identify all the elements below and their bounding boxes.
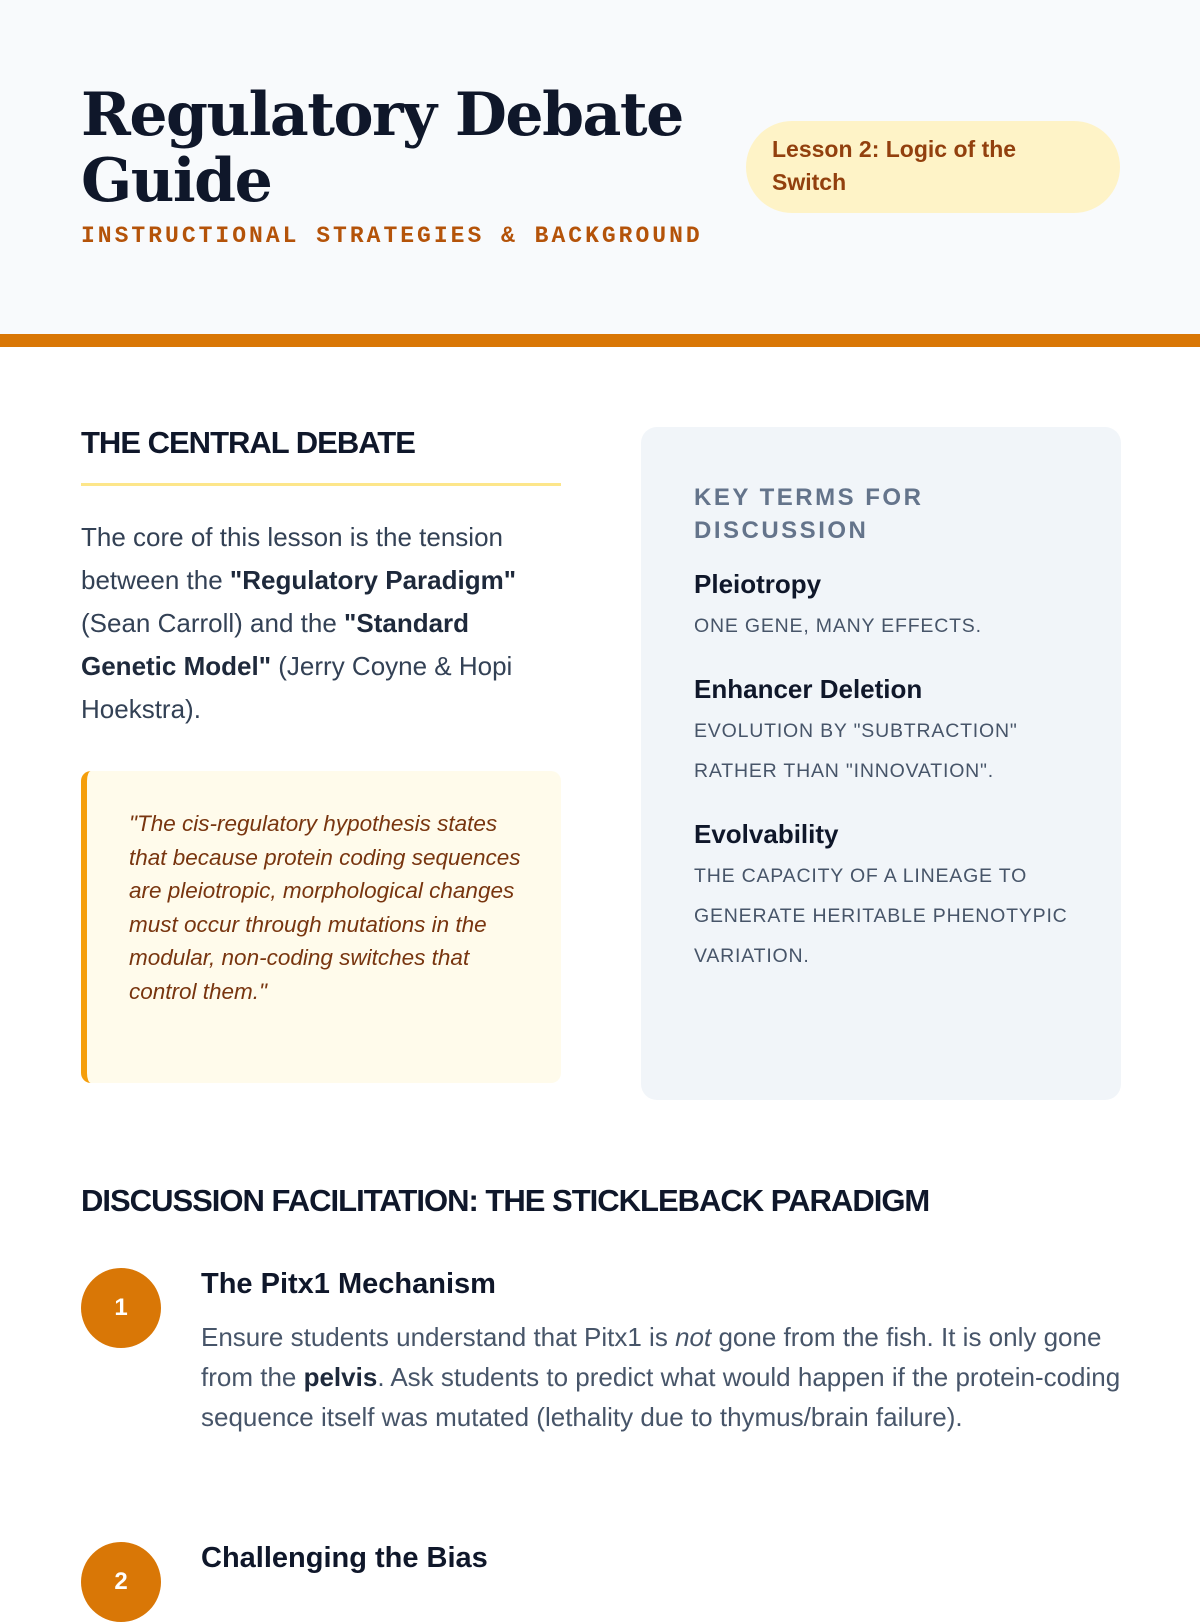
page-title: Regulatory Debate Guide [81, 80, 683, 216]
page-header [0, 0, 1200, 347]
step-text-part: gone from the fish. It is only gone from the [201, 1322, 1102, 1392]
step-title: The Pitx1 Mechanism [201, 1268, 496, 1300]
step-text-bold: pelvis [303, 1362, 378, 1392]
page-subtitle: INSTRUCTIONAL STRATEGIES & BACKGROUND [81, 223, 703, 249]
intro-text: (Jerry Coyne & Hopi Hoekstra). [81, 651, 513, 724]
hypothesis-quote: "The cis-regulatory hypothesis states that because protein coding sequences are pleiotropic, morphological changes must occur through mutations in the modular, non-coding switches that control them." [81, 771, 561, 1083]
central-debate-intro [81, 516, 561, 731]
term-definition: THE CAPACITY OF A LINEAGE TO GENERATE HERITABLE PHENOTYPIC VARIATION. [694, 865, 1068, 967]
discussion-heading: DISCUSSION FACILITATION: THE STICKLEBACK PARADIGM [81, 1183, 930, 1218]
step-number-badge: 1 [81, 1268, 161, 1348]
term-name: Pleiotropy [694, 569, 822, 599]
step-text [201, 1317, 1121, 1437]
intro-term-standard-genetic-model: "Standard Genetic Model" [81, 608, 470, 681]
intro-text: The core of this lesson is the tension between the [81, 522, 504, 595]
central-debate-section [81, 425, 561, 1083]
step-number-badge: 2 [81, 1542, 161, 1622]
intro-text: (Sean Carroll) and the [81, 608, 345, 638]
step-text-part: Ensure students understand that Pitx1 is [201, 1322, 676, 1352]
step-title: Challenging the Bias [201, 1542, 488, 1574]
central-debate-heading: THE CENTRAL DEBATE [81, 425, 415, 460]
term-definition: ONE GENE, MANY EFFECTS. [694, 615, 982, 637]
term-enhancer-deletion [694, 674, 1081, 791]
term-evolvability [694, 819, 1081, 976]
term-definition: EVOLUTION BY "SUBTRACTION" RATHER THAN "INNOVATION". [694, 720, 1018, 782]
lesson-badge: Lesson 2: Logic of the Switch [746, 121, 1120, 213]
intro-term-regulatory-paradigm: "Regulatory Paradigm" [229, 565, 517, 595]
key-terms-card [641, 427, 1121, 1100]
heading-underline [81, 483, 561, 486]
term-pleiotropy [694, 569, 1081, 646]
step-text-part: . Ask students to predict what would happen if the protein-coding sequence itself was mutated (lethality due to thymus/brain failure). [201, 1362, 1121, 1432]
term-name: Enhancer Deletion [694, 674, 923, 704]
step-body [201, 1268, 1121, 1437]
key-terms-heading: KEY TERMS FOR DISCUSSION [694, 484, 924, 544]
step-text-emphasis: not [675, 1322, 712, 1352]
term-name: Evolvability [694, 819, 839, 849]
step-body [201, 1542, 1121, 1575]
